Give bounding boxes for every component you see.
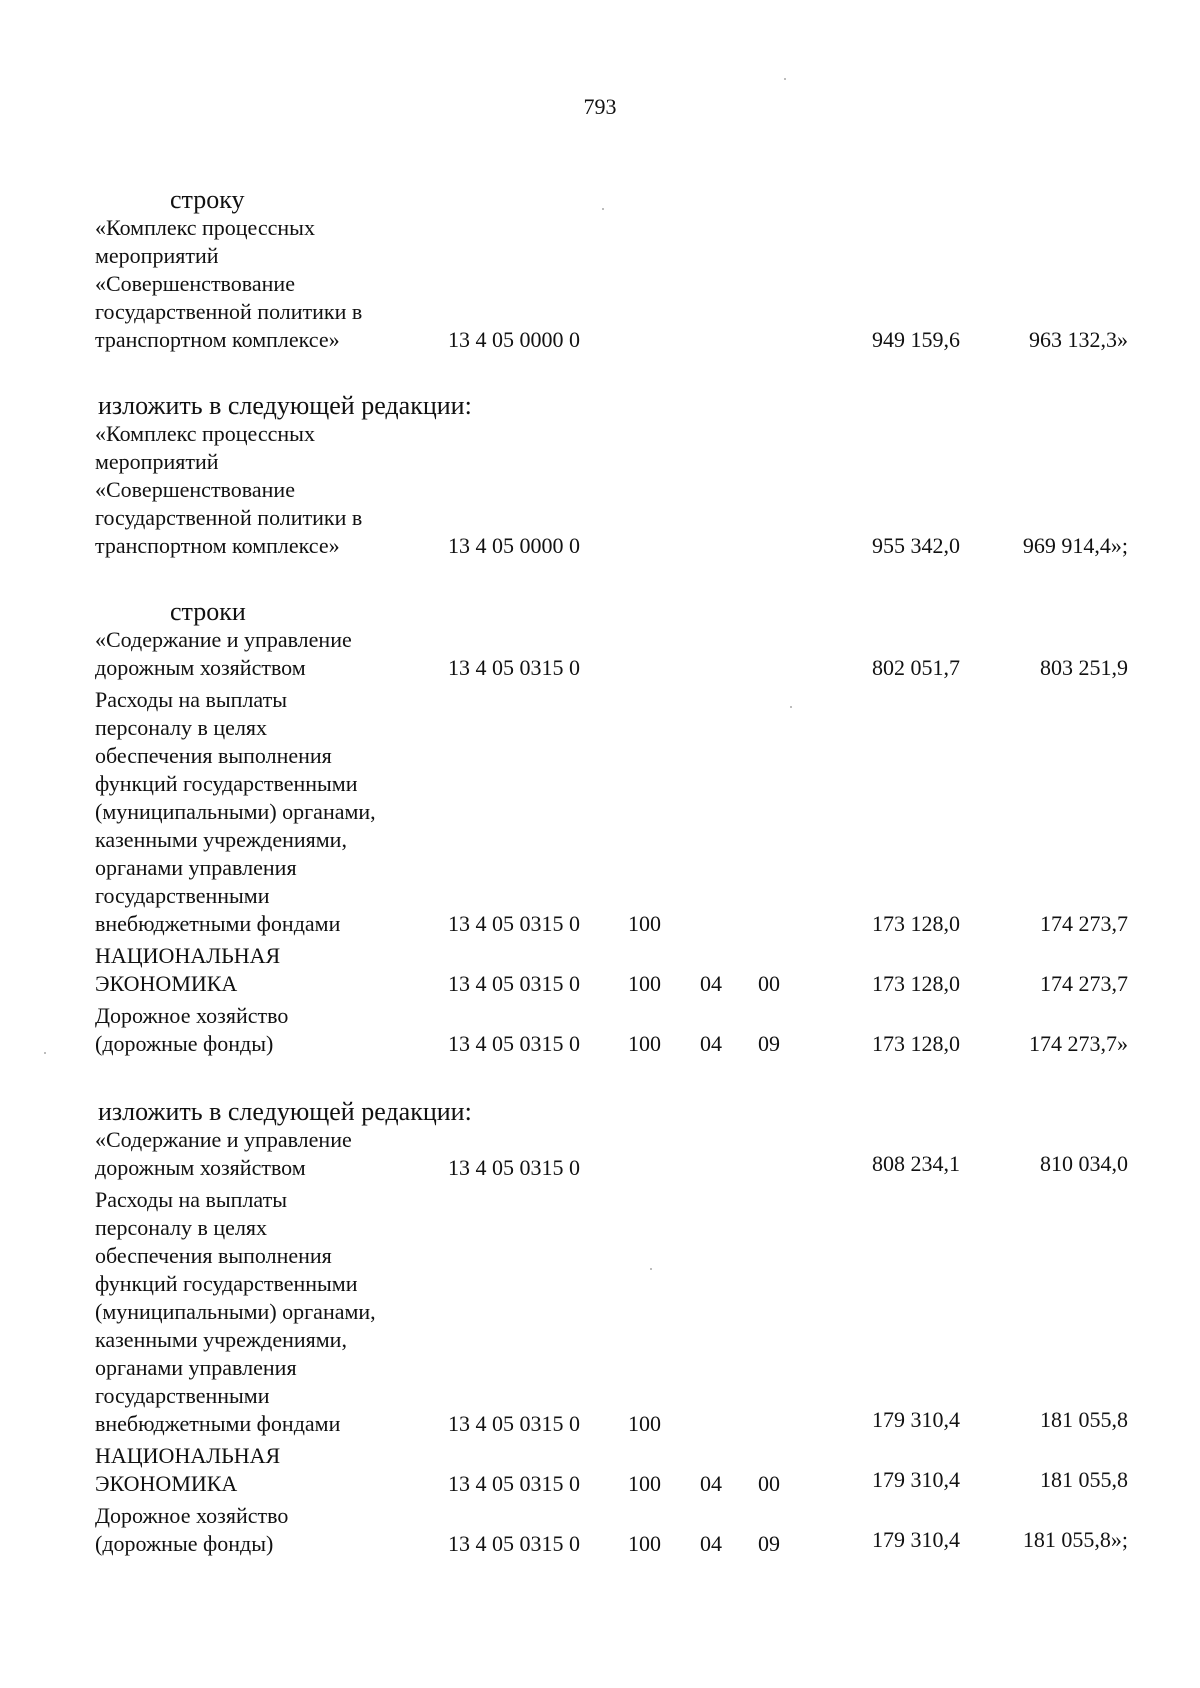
section-code: 04 xyxy=(700,1031,722,1056)
budget-row xyxy=(0,214,1200,354)
amount-year2: 810 034,0 xyxy=(1040,1151,1128,1176)
budget-row xyxy=(0,1442,1200,1502)
scan-speck xyxy=(650,1268,652,1270)
amount-year1: 179 310,4 xyxy=(872,1407,960,1432)
description-line: органами управления xyxy=(95,855,297,880)
target-code: 13 4 05 0315 0 xyxy=(448,1031,580,1056)
description-line: (дорожные фонды) xyxy=(95,1031,274,1056)
budget-block xyxy=(0,420,1200,560)
budget-row xyxy=(0,420,1200,560)
section-code: 04 xyxy=(700,971,722,996)
description-line: «Совершенствование xyxy=(95,271,295,296)
description-line: дорожным хозяйством xyxy=(95,655,306,680)
row-description xyxy=(95,686,420,938)
description-line: Расходы на выплаты xyxy=(95,687,288,712)
budget-row xyxy=(0,1126,1200,1186)
amount-year2: 181 055,8 xyxy=(1040,1467,1128,1492)
target-code: 13 4 05 0315 0 xyxy=(448,971,580,996)
description-line: функций государственными xyxy=(95,1271,358,1296)
description-line: мероприятий xyxy=(95,449,219,474)
description-line: «Совершенствование xyxy=(95,477,295,502)
target-code: 13 4 05 0000 0 xyxy=(448,327,580,352)
amount-year2: 969 914,4»; xyxy=(1022,533,1128,558)
description-line: внебюджетными фондами xyxy=(95,1411,341,1436)
budget-block xyxy=(0,1126,1200,1558)
row-description xyxy=(95,1442,420,1498)
description-line: (муниципальными) органами, xyxy=(95,799,376,824)
budget-row xyxy=(0,1186,1200,1442)
row-description xyxy=(95,626,420,682)
expense-type: 100 xyxy=(628,1471,661,1496)
description-line: персоналу в целях xyxy=(95,715,268,740)
amount-year1: 955 342,0 xyxy=(872,533,960,558)
expense-type: 100 xyxy=(628,1531,661,1556)
description-line: персоналу в целях xyxy=(95,1215,268,1240)
target-code: 13 4 05 0315 0 xyxy=(448,911,580,936)
budget-row xyxy=(0,1502,1200,1558)
amount-year1: 179 310,4 xyxy=(872,1467,960,1492)
scan-speck xyxy=(790,706,792,708)
amount-year2: 181 055,8 xyxy=(1040,1407,1128,1432)
row-description xyxy=(95,1186,420,1438)
description-line: функций государственными xyxy=(95,771,358,796)
amount-year2: 174 273,7 xyxy=(1040,911,1128,936)
description-line: Дорожное хозяйство xyxy=(95,1003,289,1028)
description-line: «Комплекс процессных xyxy=(95,421,315,446)
row-description xyxy=(95,942,420,998)
description-line: транспортном комплексе» xyxy=(95,533,340,558)
amount-year2: 803 251,9 xyxy=(1040,655,1128,680)
amount-year1: 179 310,4 xyxy=(872,1527,960,1552)
description-line: транспортном комплексе» xyxy=(95,327,340,352)
section-intro: изложить в следующей редакции: xyxy=(98,1097,472,1126)
description-line: казенными учреждениями, xyxy=(95,827,347,852)
expense-type: 100 xyxy=(628,1031,661,1056)
amount-year2: 174 273,7» xyxy=(1029,1031,1128,1056)
description-line: Дорожное хозяйство xyxy=(95,1503,289,1528)
description-line: казенными учреждениями, xyxy=(95,1327,347,1352)
target-code: 13 4 05 0315 0 xyxy=(448,1471,580,1496)
budget-row xyxy=(0,1002,1200,1058)
target-code: 13 4 05 0315 0 xyxy=(448,1531,580,1556)
description-line: ЭКОНОМИКА xyxy=(95,1471,238,1496)
description-line: дорожным хозяйством xyxy=(95,1155,306,1180)
amount-year2: 181 055,8»; xyxy=(1022,1527,1128,1552)
section-intro: строки xyxy=(170,597,246,626)
amount-year2: 963 132,3» xyxy=(1029,327,1128,352)
amount-year2: 174 273,7 xyxy=(1040,971,1128,996)
scan-speck xyxy=(602,208,604,210)
amount-year1: 173 128,0 xyxy=(872,1031,960,1056)
description-line: государственными xyxy=(95,1383,270,1408)
description-line: НАЦИОНАЛЬНАЯ xyxy=(95,1443,281,1468)
budget-row xyxy=(0,626,1200,686)
description-line: мероприятий xyxy=(95,243,219,268)
description-line: органами управления xyxy=(95,1355,297,1380)
scan-speck xyxy=(784,78,786,80)
target-code: 13 4 05 0315 0 xyxy=(448,1155,580,1180)
subsection-code: 00 xyxy=(758,1471,780,1496)
description-line: государственной политики в xyxy=(95,299,363,324)
description-line: НАЦИОНАЛЬНАЯ xyxy=(95,943,281,968)
description-line: ЭКОНОМИКА xyxy=(95,971,238,996)
page-number: 793 xyxy=(583,94,617,119)
description-line: государственными xyxy=(95,883,270,908)
scan-speck xyxy=(44,1052,46,1054)
budget-block xyxy=(0,626,1200,1058)
expense-type: 100 xyxy=(628,1411,661,1436)
description-line: «Комплекс процессных xyxy=(95,215,315,240)
amount-year1: 808 234,1 xyxy=(872,1151,960,1176)
section-code: 04 xyxy=(700,1531,722,1556)
description-line: обеспечения выполнения xyxy=(95,1243,332,1268)
row-description xyxy=(95,420,420,560)
description-line: (дорожные фонды) xyxy=(95,1531,274,1556)
description-line: обеспечения выполнения xyxy=(95,743,332,768)
description-line: внебюджетными фондами xyxy=(95,911,341,936)
description-line: Расходы на выплаты xyxy=(95,1187,288,1212)
target-code: 13 4 05 0000 0 xyxy=(448,533,580,558)
description-line: «Содержание и управление xyxy=(95,627,352,652)
target-code: 13 4 05 0315 0 xyxy=(448,1411,580,1436)
subsection-code: 00 xyxy=(758,971,780,996)
row-description xyxy=(95,1126,420,1182)
target-code: 13 4 05 0315 0 xyxy=(448,655,580,680)
section-code: 04 xyxy=(700,1471,722,1496)
amount-year1: 173 128,0 xyxy=(872,971,960,996)
amount-year1: 802 051,7 xyxy=(872,655,960,680)
amount-year1: 173 128,0 xyxy=(872,911,960,936)
section-intro: строку xyxy=(170,185,245,214)
budget-row xyxy=(0,686,1200,942)
row-description xyxy=(95,1502,420,1558)
expense-type: 100 xyxy=(628,911,661,936)
description-line: (муниципальными) органами, xyxy=(95,1299,376,1324)
row-description xyxy=(95,214,420,354)
description-line: государственной политики в xyxy=(95,505,363,530)
expense-type: 100 xyxy=(628,971,661,996)
budget-block xyxy=(0,214,1200,354)
section-intro: изложить в следующей редакции: xyxy=(98,391,472,420)
subsection-code: 09 xyxy=(758,1531,780,1556)
budget-row xyxy=(0,942,1200,1002)
description-line: «Содержание и управление xyxy=(95,1127,352,1152)
row-description xyxy=(95,1002,420,1058)
subsection-code: 09 xyxy=(758,1031,780,1056)
amount-year1: 949 159,6 xyxy=(872,327,960,352)
